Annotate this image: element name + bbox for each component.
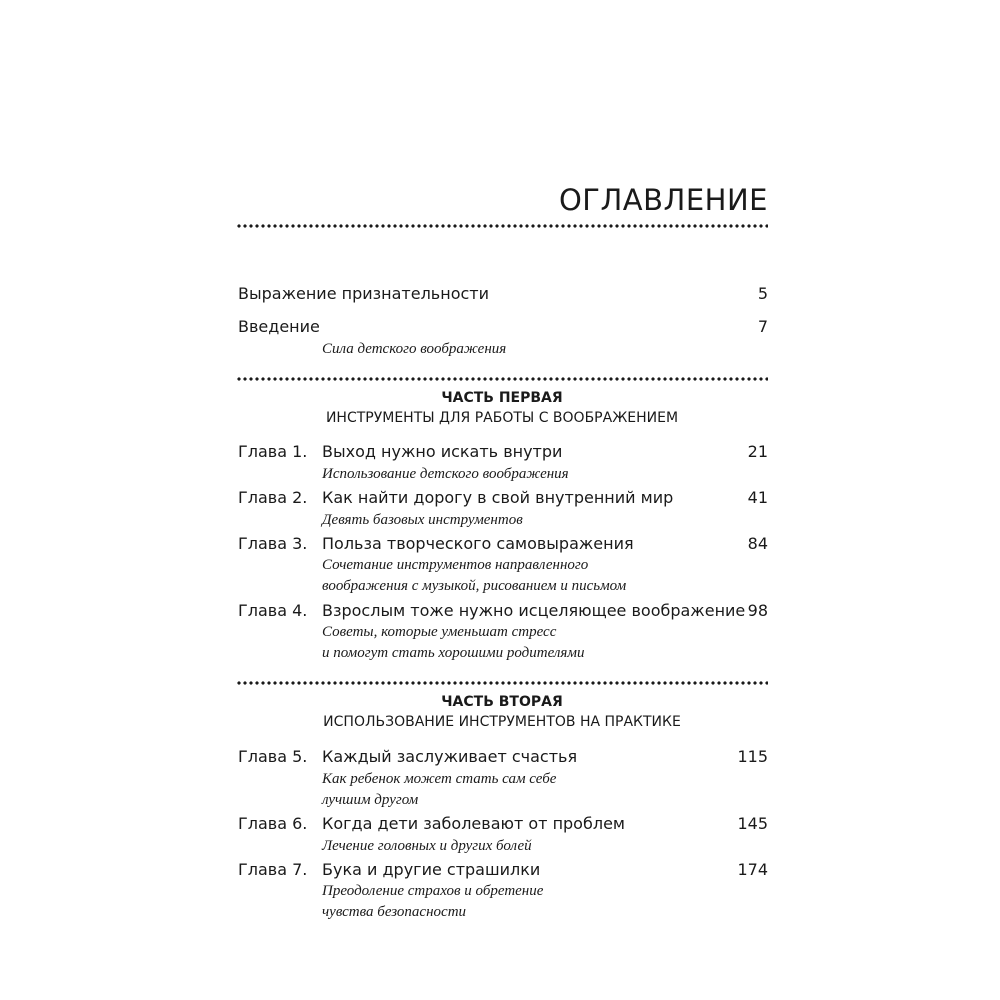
- part-title: ИСПОЛЬЗОВАНИЕ ИНСТРУМЕНТОВ НА ПРАКТИКЕ: [323, 714, 681, 730]
- toc-entry-chapter-5[interactable]: Каждый заслуживает счастья: [322, 747, 578, 766]
- toc-entry-chapter-2[interactable]: Как найти дорогу в свой внутренний мир: [322, 488, 674, 507]
- dotted-divider: [236, 377, 768, 381]
- page-number: 5: [757, 284, 768, 303]
- part-label: ЧАСТЬ ПЕРВАЯ: [441, 390, 563, 406]
- page-number: 84: [747, 534, 768, 553]
- toc-entry-chapter-7[interactable]: Бука и другие страшилки: [322, 860, 541, 879]
- toc-entry-acknowledgements[interactable]: Выражение признательности: [238, 284, 489, 303]
- page-number: 174: [737, 860, 768, 879]
- toc-entry-introduction[interactable]: Введение: [238, 317, 320, 336]
- chapter-subtitle: лучшим другом: [322, 792, 419, 808]
- chapter-subtitle: Девять базовых инструментов: [322, 512, 523, 528]
- chapter-subtitle: Использование детского воображения: [322, 466, 569, 482]
- part-title: ИНСТРУМЕНТЫ ДЛЯ РАБОТЫ С ВООБРАЖЕНИЕМ: [325, 410, 679, 426]
- page-number: 115: [737, 747, 768, 766]
- dotted-divider: [236, 224, 768, 228]
- chapter-number: Глава 5.: [238, 747, 308, 766]
- chapter-subtitle: и помогут стать хорошими родителями: [322, 645, 585, 661]
- chapter-number: Глава 2.: [238, 488, 308, 507]
- chapter-subtitle: Сочетание инструментов направленного: [322, 557, 589, 573]
- toc-entry-chapter-4[interactable]: Взрослым тоже нужно исцеляющее воображение: [322, 601, 746, 620]
- part-label: ЧАСТЬ ВТОРАЯ: [441, 694, 563, 710]
- chapter-subtitle: воображения с музыкой, рисованием и письмом: [322, 578, 627, 594]
- chapter-number: Глава 1.: [238, 442, 308, 461]
- toc-entry-chapter-1[interactable]: Выход нужно искать внутри: [322, 442, 563, 461]
- chapter-subtitle: Лечение головных и других болей: [322, 838, 532, 854]
- chapter-subtitle: Преодоление страхов и обретение: [322, 883, 544, 899]
- page-number: 145: [737, 814, 768, 833]
- chapter-subtitle: Советы, которые уменьшат стресс: [322, 624, 557, 640]
- entry-subtitle: Сила детского воображения: [322, 341, 507, 357]
- page-number: 41: [747, 488, 768, 507]
- chapter-number: Глава 7.: [238, 860, 308, 879]
- chapter-number: Глава 4.: [238, 601, 308, 620]
- chapter-subtitle: чувства безопасности: [322, 904, 467, 920]
- chapter-number: Глава 3.: [238, 534, 308, 553]
- page-number: 98: [747, 601, 768, 620]
- toc-entry-chapter-3[interactable]: Польза творческого самовыражения: [322, 534, 634, 553]
- chapter-subtitle: Как ребенок может стать сам себе: [322, 771, 557, 787]
- page-title: ОГЛАВЛЕНИЕ: [558, 183, 768, 217]
- page-number: 21: [747, 442, 768, 461]
- chapter-number: Глава 6.: [238, 814, 308, 833]
- page-number: 7: [757, 317, 768, 336]
- dotted-divider: [236, 681, 768, 685]
- toc-entry-chapter-6[interactable]: Когда дети заболевают от проблем: [322, 814, 625, 833]
